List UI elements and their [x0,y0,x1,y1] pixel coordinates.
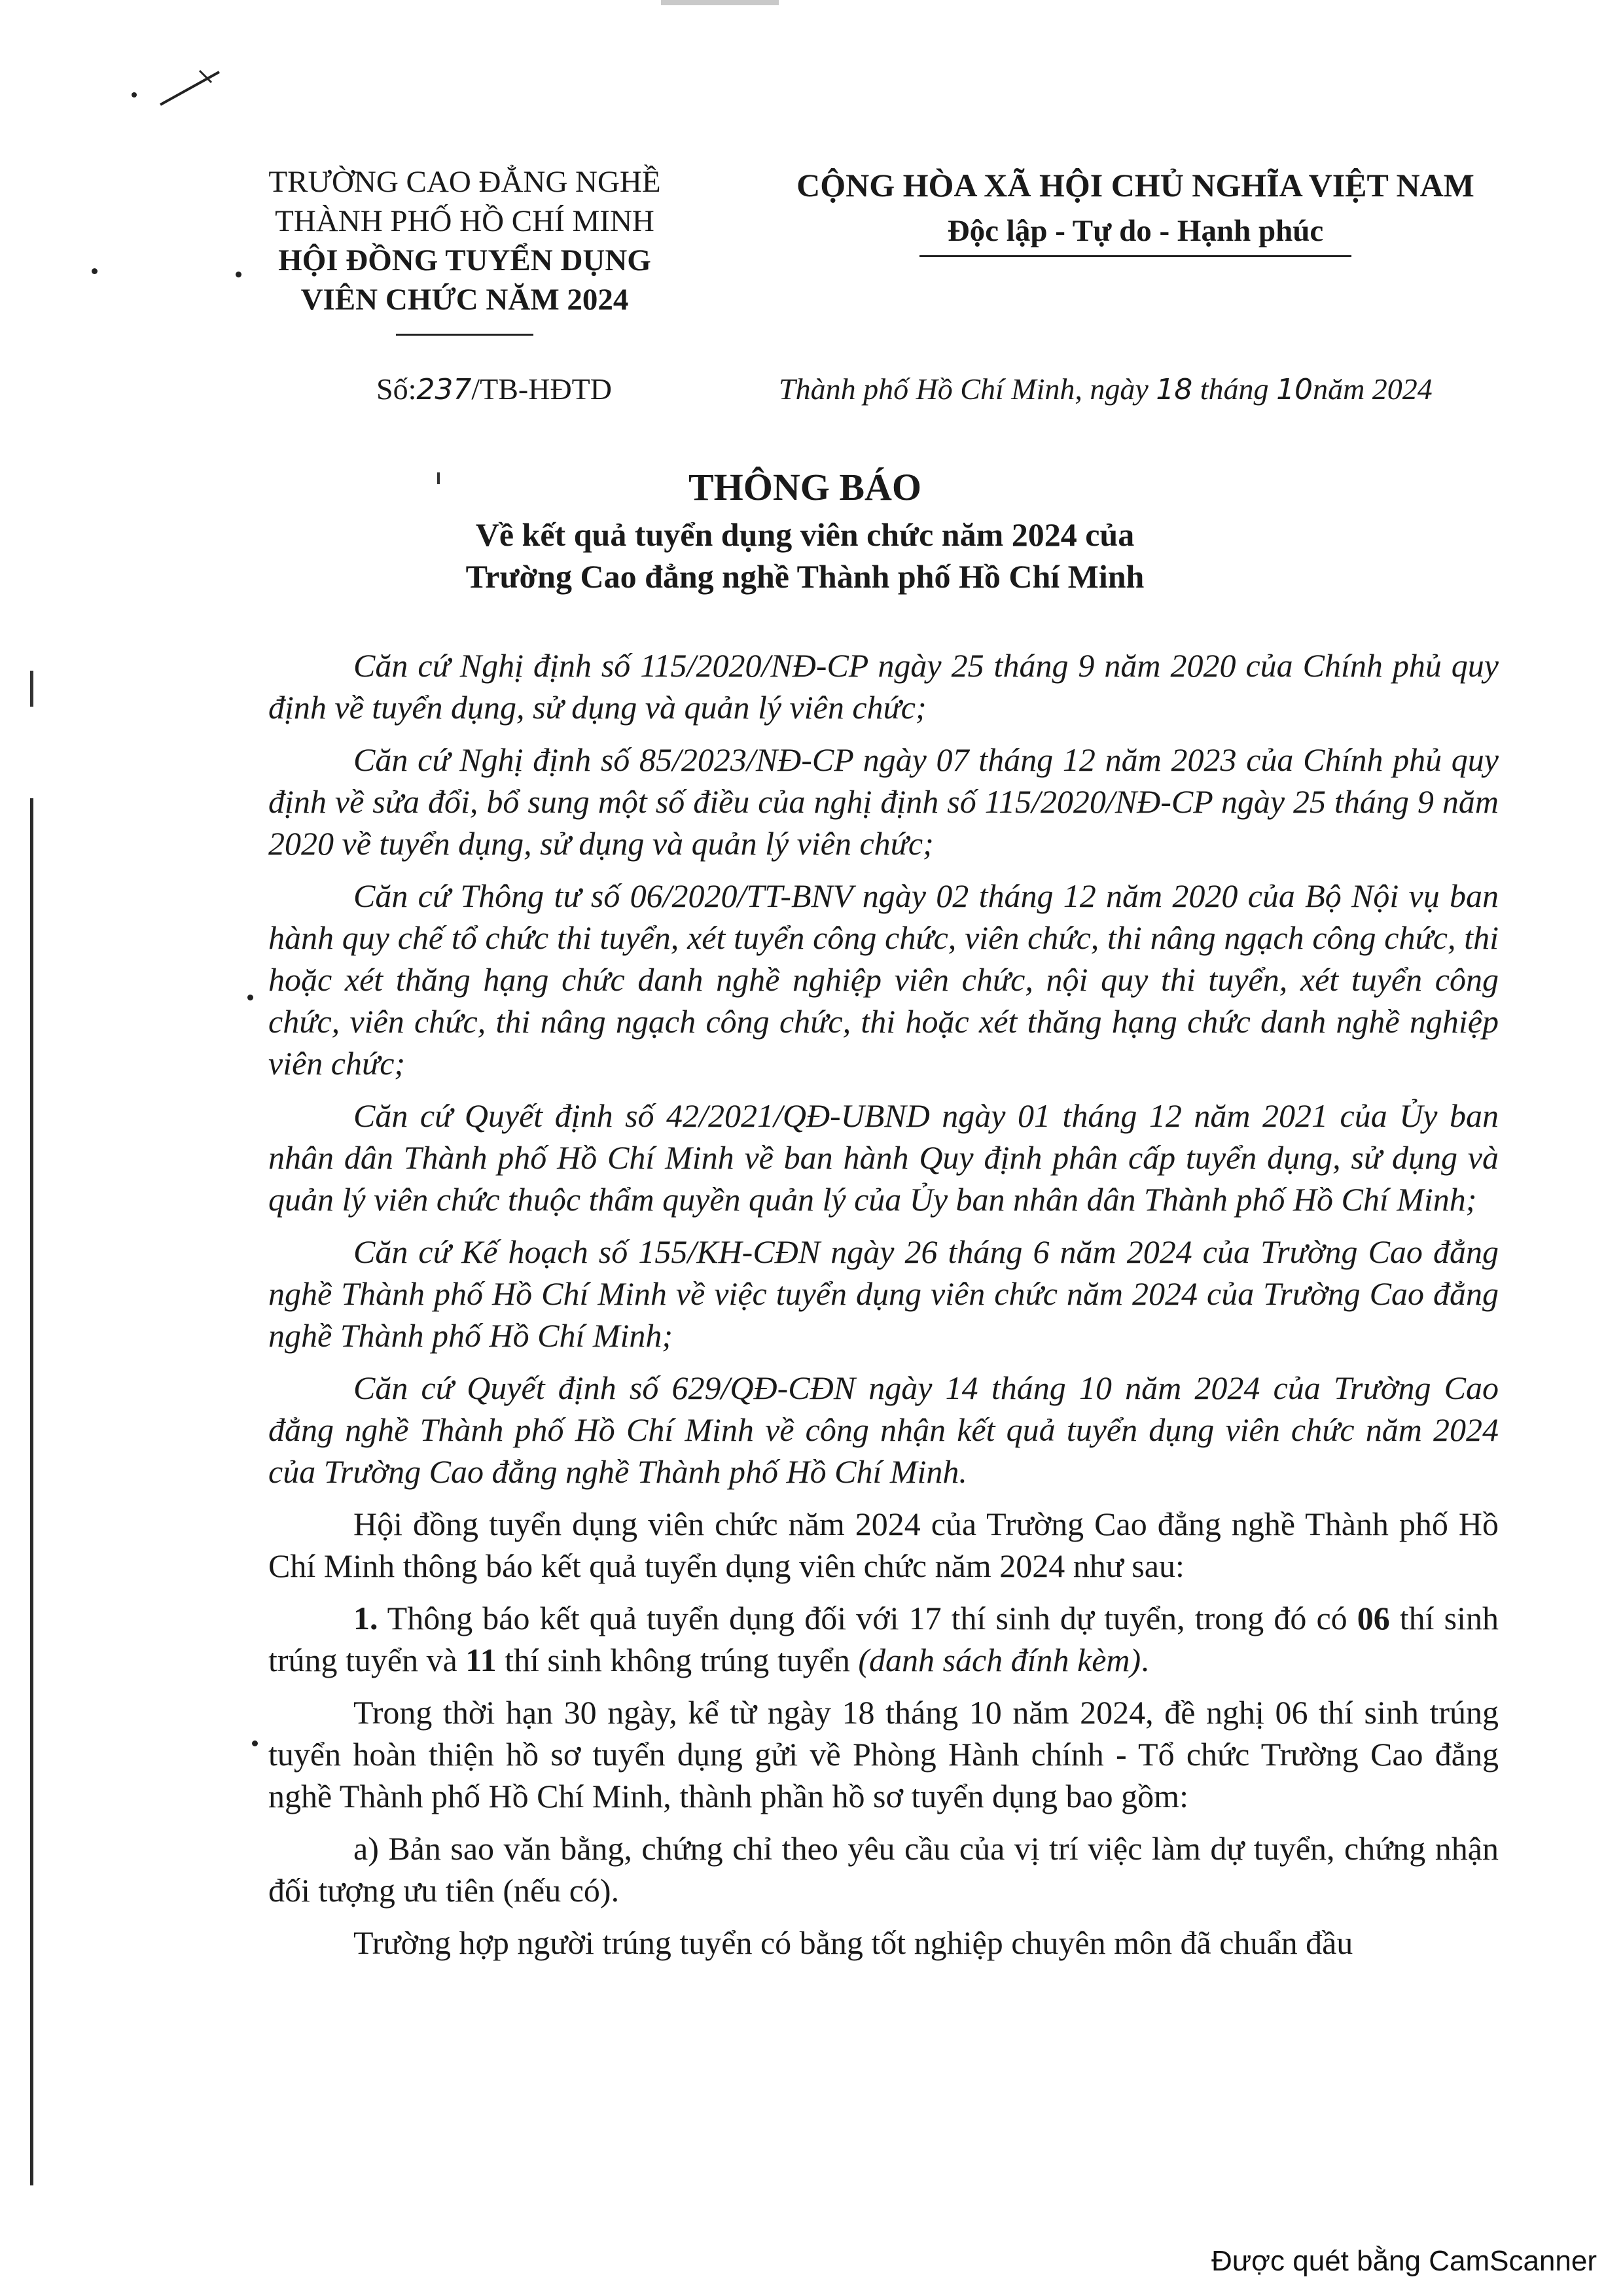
scan-edge-mark [661,0,779,5]
notice-subtitle-2: Trường Cao đẳng nghề Thành phố Hồ Chí Minh [465,558,1145,595]
item-text: thí sinh trúng tuyển và [268,1600,1499,1678]
date-day-handwritten: 18 [1156,373,1193,406]
motto-underline [919,255,1351,257]
legal-basis-5: Căn cứ Kế hoạch số 155/KH-CĐN ngày 26 tháng 6 năm 2024 của Trường Cao đẳng nghề Thành phố Hồ Chí Minh về việc tuyển dụng viên chức năm 2024 của Trường Cao đẳng nghề Thành phố Hồ Chí Minh; [268,1233,1499,1354]
doc-number-handwritten: 237 [416,373,472,406]
notice-subtitle-1: Về kết quả tuyển dụng viên chức năm 2024 của [475,516,1135,553]
passed-count: 06 [1357,1600,1390,1636]
item-text: . [1141,1642,1149,1678]
scan-speck [92,268,98,274]
issuer-line-4: VIÊN CHỨC NĂM 2024 [300,283,629,317]
pen-mark [128,59,232,118]
attachment-note: (danh sách đính kèm) [858,1642,1141,1678]
doc-number-prefix: Số: [376,372,417,406]
issuer-header [216,162,713,336]
place-date-part: tháng [1192,372,1277,406]
item-number: 1. [353,1600,378,1636]
national-title: CỘNG HÒA XÃ HỘI CHỦ NGHĨA VIỆT NAM [796,167,1474,203]
scan-margin-line [30,798,33,2185]
result-item-1 [268,1597,1499,1681]
national-header [772,162,1499,257]
scan-margin-mark [30,671,33,707]
scan-speck [247,995,253,1000]
case-paragraph: Trường hợp người trúng tuyển có bằng tốt nghiệp chuyên môn đã chuẩn đầu [353,1924,1353,1961]
deadline-paragraph: Trong thời hạn 30 ngày, kể từ ngày 18 tháng 10 năm 2024, đề nghị 06 thí sinh trúng tuyển hoàn thiện hồ sơ tuyển dụng gửi về Phòng Hành chính - Tổ chức Trường Cao đẳng nghề Thành phố Hồ Chí Minh, thành phần hồ sơ tuyển dụng bao gồm: [268,1694,1499,1814]
place-date-part: năm 2024 [1313,372,1433,406]
dossier-item-a: a) Bản sao văn bằng, chứng chỉ theo yêu cầu của vị trí việc làm dự tuyển, chứng nhận đối tượng ưu tiên (nếu có). [268,1830,1499,1909]
failed-count: 11 [465,1642,497,1678]
place-date-part: Thành phố Hồ Chí Minh, ngày [779,372,1156,406]
issuer-line-3: HỘI ĐỒNG TUYỂN DỤNG [278,243,651,277]
national-motto: Độc lập - Tự do - Hạnh phúc [947,214,1324,248]
notice-title: THÔNG BÁO [688,466,922,508]
issuer-underline [396,334,533,336]
item-text: thí sinh không trúng tuyển [496,1642,859,1678]
scan-speck [252,1740,258,1746]
legal-basis-4: Căn cứ Quyết định số 42/2021/QĐ-UBND ngày 01 tháng 12 năm 2021 của Ủy ban nhân dân Thành phố Hồ Chí Minh về ban hành Quy định phân cấp tuyển dụng, sử dụng và quản lý viên chức thuộc thẩm quyền quản lý của Ủy ban nhân dân Thành phố Hồ Chí Minh; [268,1097,1499,1218]
scanner-watermark: Được quét bằng CamScanner [1211,2245,1597,2277]
date-month-handwritten: 10 [1276,373,1313,406]
legal-basis-1: Căn cứ Nghị định số 115/2020/NĐ-CP ngày 25 tháng 9 năm 2020 của Chính phủ quy định về tuyển dụng, sử dụng và quản lý viên chức; [268,647,1499,726]
place-date [779,372,1433,406]
legal-basis-6: Căn cứ Quyết định số 629/QĐ-CĐN ngày 14 tháng 10 năm 2024 của Trường Cao đẳng nghề Thành phố Hồ Chí Minh về công nhận kết quả tuyển dụng viên chức năm 2024 của Trường Cao đẳng nghề Thành phố Hồ Chí Minh. [268,1369,1499,1490]
issuer-line-1: TRƯỜNG CAO ĐẲNG NGHỀ [268,165,661,199]
issuer-line-2: THÀNH PHỐ HỒ CHÍ MINH [275,204,654,238]
intro-paragraph: Hội đồng tuyển dụng viên chức năm 2024 của Trường Cao đẳng nghề Thành phố Hồ Chí Minh thông báo kết quả tuyển dụng viên chức năm 2024 như sau: [268,1506,1499,1584]
document-number [376,372,612,406]
legal-basis-2: Căn cứ Nghị định số 85/2023/NĐ-CP ngày 07 tháng 12 năm 2023 của Chính phủ quy định về sửa đổi, bổ sung một số điều của nghị định số 115/2020/NĐ-CP ngày 25 tháng 9 năm 2020 về tuyển dụng, sử dụng và quản lý viên chức; [268,741,1499,862]
notice-title-block [196,461,1414,597]
notice-body [268,645,1499,1964]
legal-basis-3: Căn cứ Thông tư số 06/2020/TT-BNV ngày 02 tháng 12 năm 2020 của Bộ Nội vụ ban hành quy chế tổ chức thi tuyển, xét tuyển công chức, viên chức, thi nâng ngạch công chức, thi hoặc xét thăng hạng chức danh nghề nghiệp viên chức, nội quy thi tuyển, xét tuyển công chức, viên chức, thi nâng ngạch công chức, thi hoặc xét thăng hạng chức danh nghề nghiệp viên chức; [268,877,1499,1082]
doc-number-suffix: /TB-HĐTD [471,372,612,406]
item-text: Thông báo kết quả tuyển dụng đối với 17 thí sinh dự tuyển, trong đó có [378,1600,1357,1636]
